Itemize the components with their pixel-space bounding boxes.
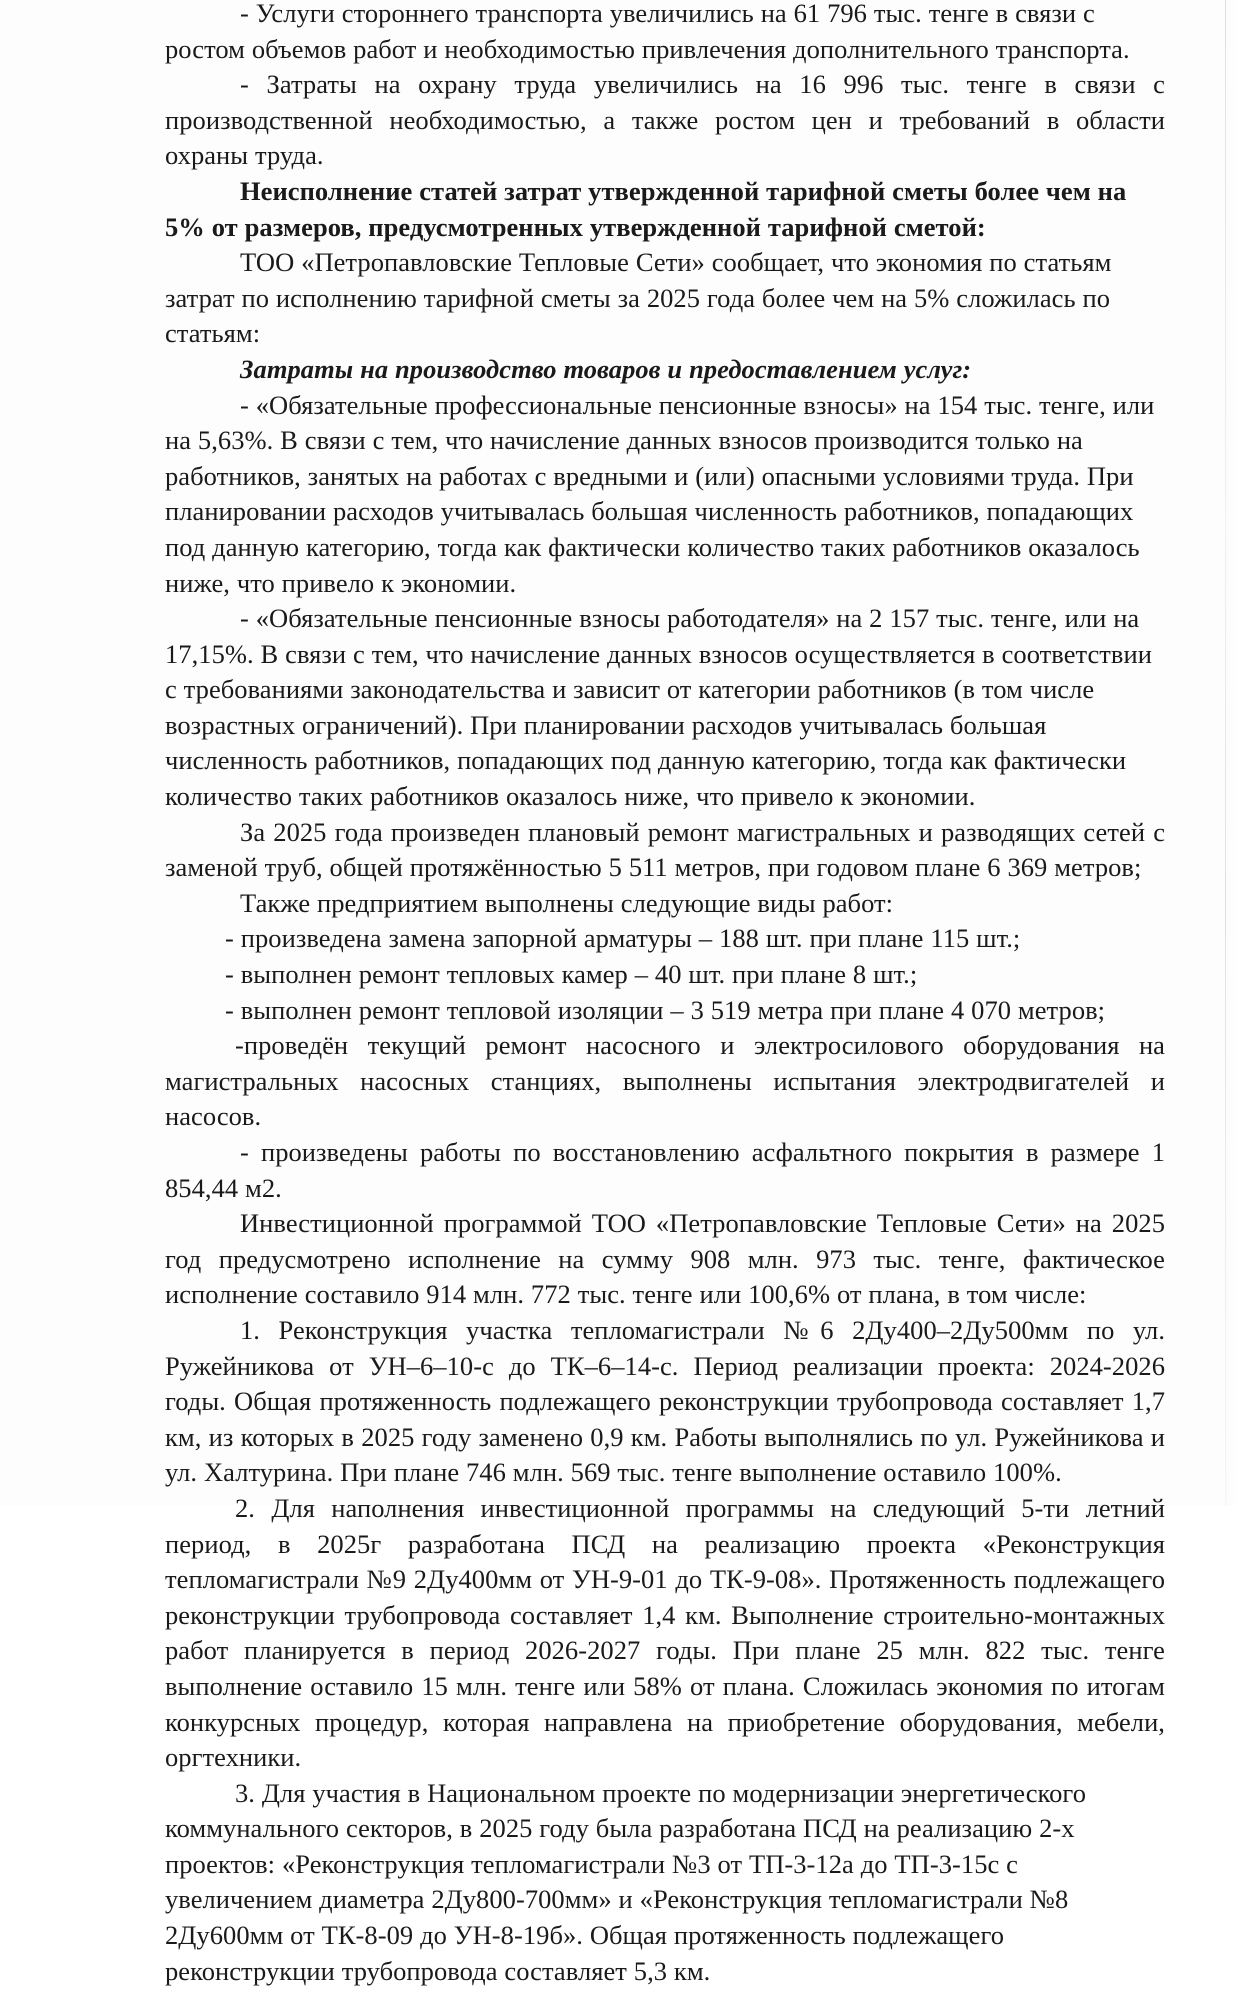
paragraph-investment-program: Инвестиционной программой ТОО «Петропавловские Тепловые Сети» на 2025 год предусмотрено исполнение на сумму 908 млн. 973 тыс. тенге, фактическое исполнение составило 914 млн. 772 тыс. тенге или 100,6% от плана, в том числе: — [165, 1208, 1165, 1310]
heading-nonfulfilment-of-cost-items: Неисполнение статей затрат утвержденной тарифной сметы более чем на 5% от размеров, предусмотренных утвержденной тарифной сметой: — [165, 175, 1127, 242]
paragraph-project-item-3: 3. Для участия в Национальном проекте по модернизации энергетического коммунального секторов, в 2025 году была разработана ПСД на реализацию 2-х проектов: «Реконструкция тепломагистрали №3 от ТП-3-12а до ТП-3-15с с увеличением диаметра 2Ду800-700мм» и «Реконструкция тепломагистрали №8 2Ду600мм от ТК-8-09 до УН-8-19б». Общая протяженность подлежащего реконструкции трубопровода составляет 5,3 км. — [165, 1777, 1086, 1986]
scan-margin-artifact — [1226, 0, 1240, 1506]
paragraph-professional-pension-contributions: - «Обязательные профессиональные пенсионные взносы» на 154 тыс. тенге, или на 5,63%. В связи с тем, что начисление данных взносов производится только на работников, занятых на работах с вредными и (или) опасными условиями труда. При планировании расходов учитывалась большая численность работников, попадающих под данную категорию, тогда как фактически количество таких работников оказалось ниже, что привело к экономии. — [165, 389, 1155, 598]
list-item-heat-chamber-repair: - выполнен ремонт тепловых камер – 40 шт. при плане 8 шт.; — [225, 959, 918, 990]
list-item-thermal-insulation-repair: - выполнен ремонт тепловой изоляции – 3 519 метра при плане 4 070 метров; — [225, 994, 1106, 1025]
paragraph-labour-protection: - Затраты на охрану труда увеличились на 16 996 тыс. тенге в связи с производственной необходимостью, а также ростом цен и требований в области охраны труда. — [165, 69, 1165, 171]
paragraph-project-item-1: 1. Реконструкция участка тепломагистрали №6 2Ду400–2Ду500мм по ул. Ружейникова от УН–6–10-с до ТК–6–14-с. Период реализации проекта: 2024-2026 годы. Общая протяженность подлежащего реконструкции трубопровода составляет 1,7 км, из которых в 2025 году заменено 0,9 км. Работы выполнялись по ул. Ружейникова и ул. Халтурина. При плане 746 млн. 569 тыс. тенге выполнение оставило 100%. — [165, 1314, 1165, 1488]
paragraph-also-performed-works: Также предприятием выполнены следующие виды работ: — [240, 887, 894, 918]
list-item-valve-replacement: - произведена замена запорной арматуры – 188 шт. при плане 115 шт.; — [225, 923, 1021, 954]
paragraph-planned-network-repair: За 2025 года произведен плановый ремонт магистральных и разводящих сетей с заменой труб, общей протяжённостью 5 511 метров, при годовом плане 6 369 метров; — [165, 816, 1165, 883]
paragraph-project-item-2: 2. Для наполнения инвестиционной программы на следующий 5-ти летний период, в 2025г разработана ПСД на реализацию проекта «Реконструкция тепломагистрали №9 2Ду400мм от УН-9-01 до ТК-9-08». Протяженность подлежащего реконструкции трубопровода составляет 1,4 км. Выполнение строительно-монтажных работ планируется в период 2026-2027 годы. При плане 25 млн. 822 тыс. тенге выполнение оставило 15 млн. тенге или 58% от плана. Сложилась экономия по итогам конкурсных процедур, которая направлена на приобретение оборудования, мебели, оргтехники. — [165, 1492, 1165, 1773]
paragraph-asphalt-restoration: - произведены работы по восстановлению асфальтного покрытия в размере 1 854,44 м2. — [165, 1137, 1165, 1203]
paragraph-transport-services: - Услуги стороннего транспорта увеличились на 61 796 тыс. тенге в связи с ростом объемов работ и необходимостью привлечения дополнительного транспорта. — [165, 0, 1130, 64]
paragraph-pump-equipment-repair: -проведён текущий ремонт насосного и электросилового оборудования на магистральных насосных станциях, выполнены испытания электродвигателей и насосов. — [165, 1030, 1165, 1132]
subheading-production-costs: Затраты на производство товаров и предоставлением услуг: — [240, 353, 972, 384]
paragraph-employer-pension-contributions: - «Обязательные пенсионные взносы работодателя» на 2 157 тыс. тенге, или на 17,15%. В связи с тем, что начисление данных взносов осуществляется в соответствии с требованиями законодательства и зависит от категории работников (в том числе возрастных ограничений). При планировании расходов учитывалась большая численность работников, попадающих под данную категорию, тогда как фактически количество таких работников оказалось ниже, что привело к экономии. — [165, 603, 1152, 812]
paragraph-company-report: ТОО «Петропавловские Тепловые Сети» сообщает, что экономия по статьям затрат по исполнению тарифной сметы за 2025 года более чем на 5% сложилась по статьям: — [165, 247, 1112, 349]
document-body — [165, 0, 1165, 1989]
